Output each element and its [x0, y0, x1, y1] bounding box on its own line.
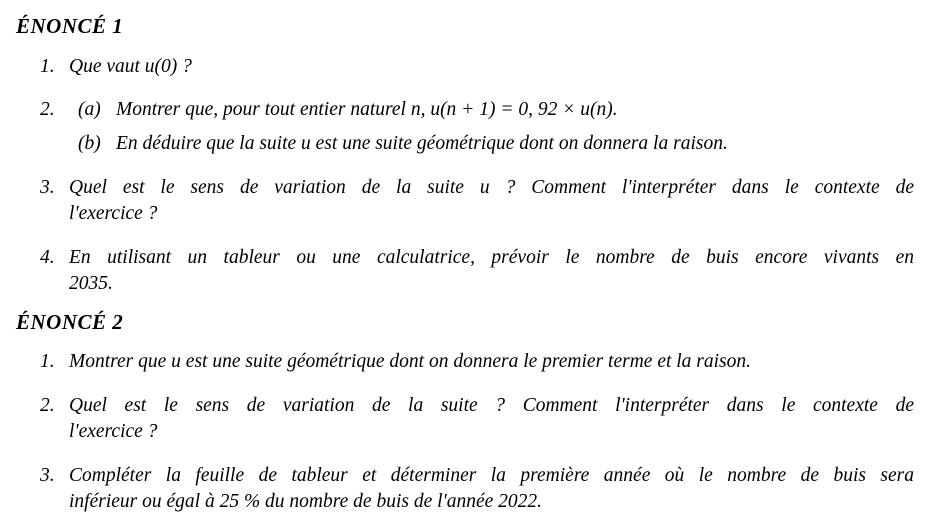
enonce2-item3-line1: Compléter la feuille de tableur et déterminer la première année où le nombre de buis sera — [69, 465, 914, 486]
enonce2-item2-line1: Quel est le sens de variation de la suite ? Comment l'interpréter dans le contexte de — [69, 395, 914, 416]
enonce1-item3-number: 3. — [40, 177, 55, 198]
enonce2-item2-line2: l'exercice ? — [69, 421, 158, 442]
enonce1-title: ÉNONCÉ 1 — [16, 14, 124, 38]
enonce1-item3-line1: Quel est le sens de variation de la suite u ? Comment l'interpréter dans le contexte de — [69, 177, 914, 198]
enonce1-item4-line2: 2035. — [69, 273, 113, 294]
enonce2-item2-number: 2. — [40, 395, 55, 416]
enonce2-item1-text: Montrer que u est une suite géométrique dont on donnera le premier terme et la raison. — [69, 351, 752, 372]
enonce1-item2b-text: En déduire que la suite u est une suite géométrique dont on donnera la raison. — [116, 133, 728, 154]
enonce2-title: ÉNONCÉ 2 — [16, 310, 124, 334]
enonce1-item4-number: 4. — [40, 247, 55, 268]
enonce1-item2a-label: (a) — [78, 99, 101, 120]
enonce1-item1-number: 1. — [40, 56, 55, 77]
enonce1-item4-line1: En utilisant un tableur ou une calculatrice, prévoir le nombre de buis encore vivants en — [69, 247, 914, 268]
enonce2-item1-number: 1. — [40, 351, 55, 372]
enonce1-item2b-label: (b) — [78, 133, 101, 154]
enonce2-item3-number: 3. — [40, 465, 55, 486]
enonce1-item3-line2: l'exercice ? — [69, 203, 158, 224]
enonce1-item2-number: 2. — [40, 99, 55, 120]
enonce1-item2a-text: Montrer que, pour tout entier naturel n, u(n + 1) = 0, 92 × u(n). — [116, 99, 618, 120]
enonce2-item3-line2: inférieur ou égal à 25 % du nombre de buis de l'année 2022. — [69, 491, 542, 512]
enonce1-item1-text: Que vaut u(0) ? — [69, 56, 192, 77]
